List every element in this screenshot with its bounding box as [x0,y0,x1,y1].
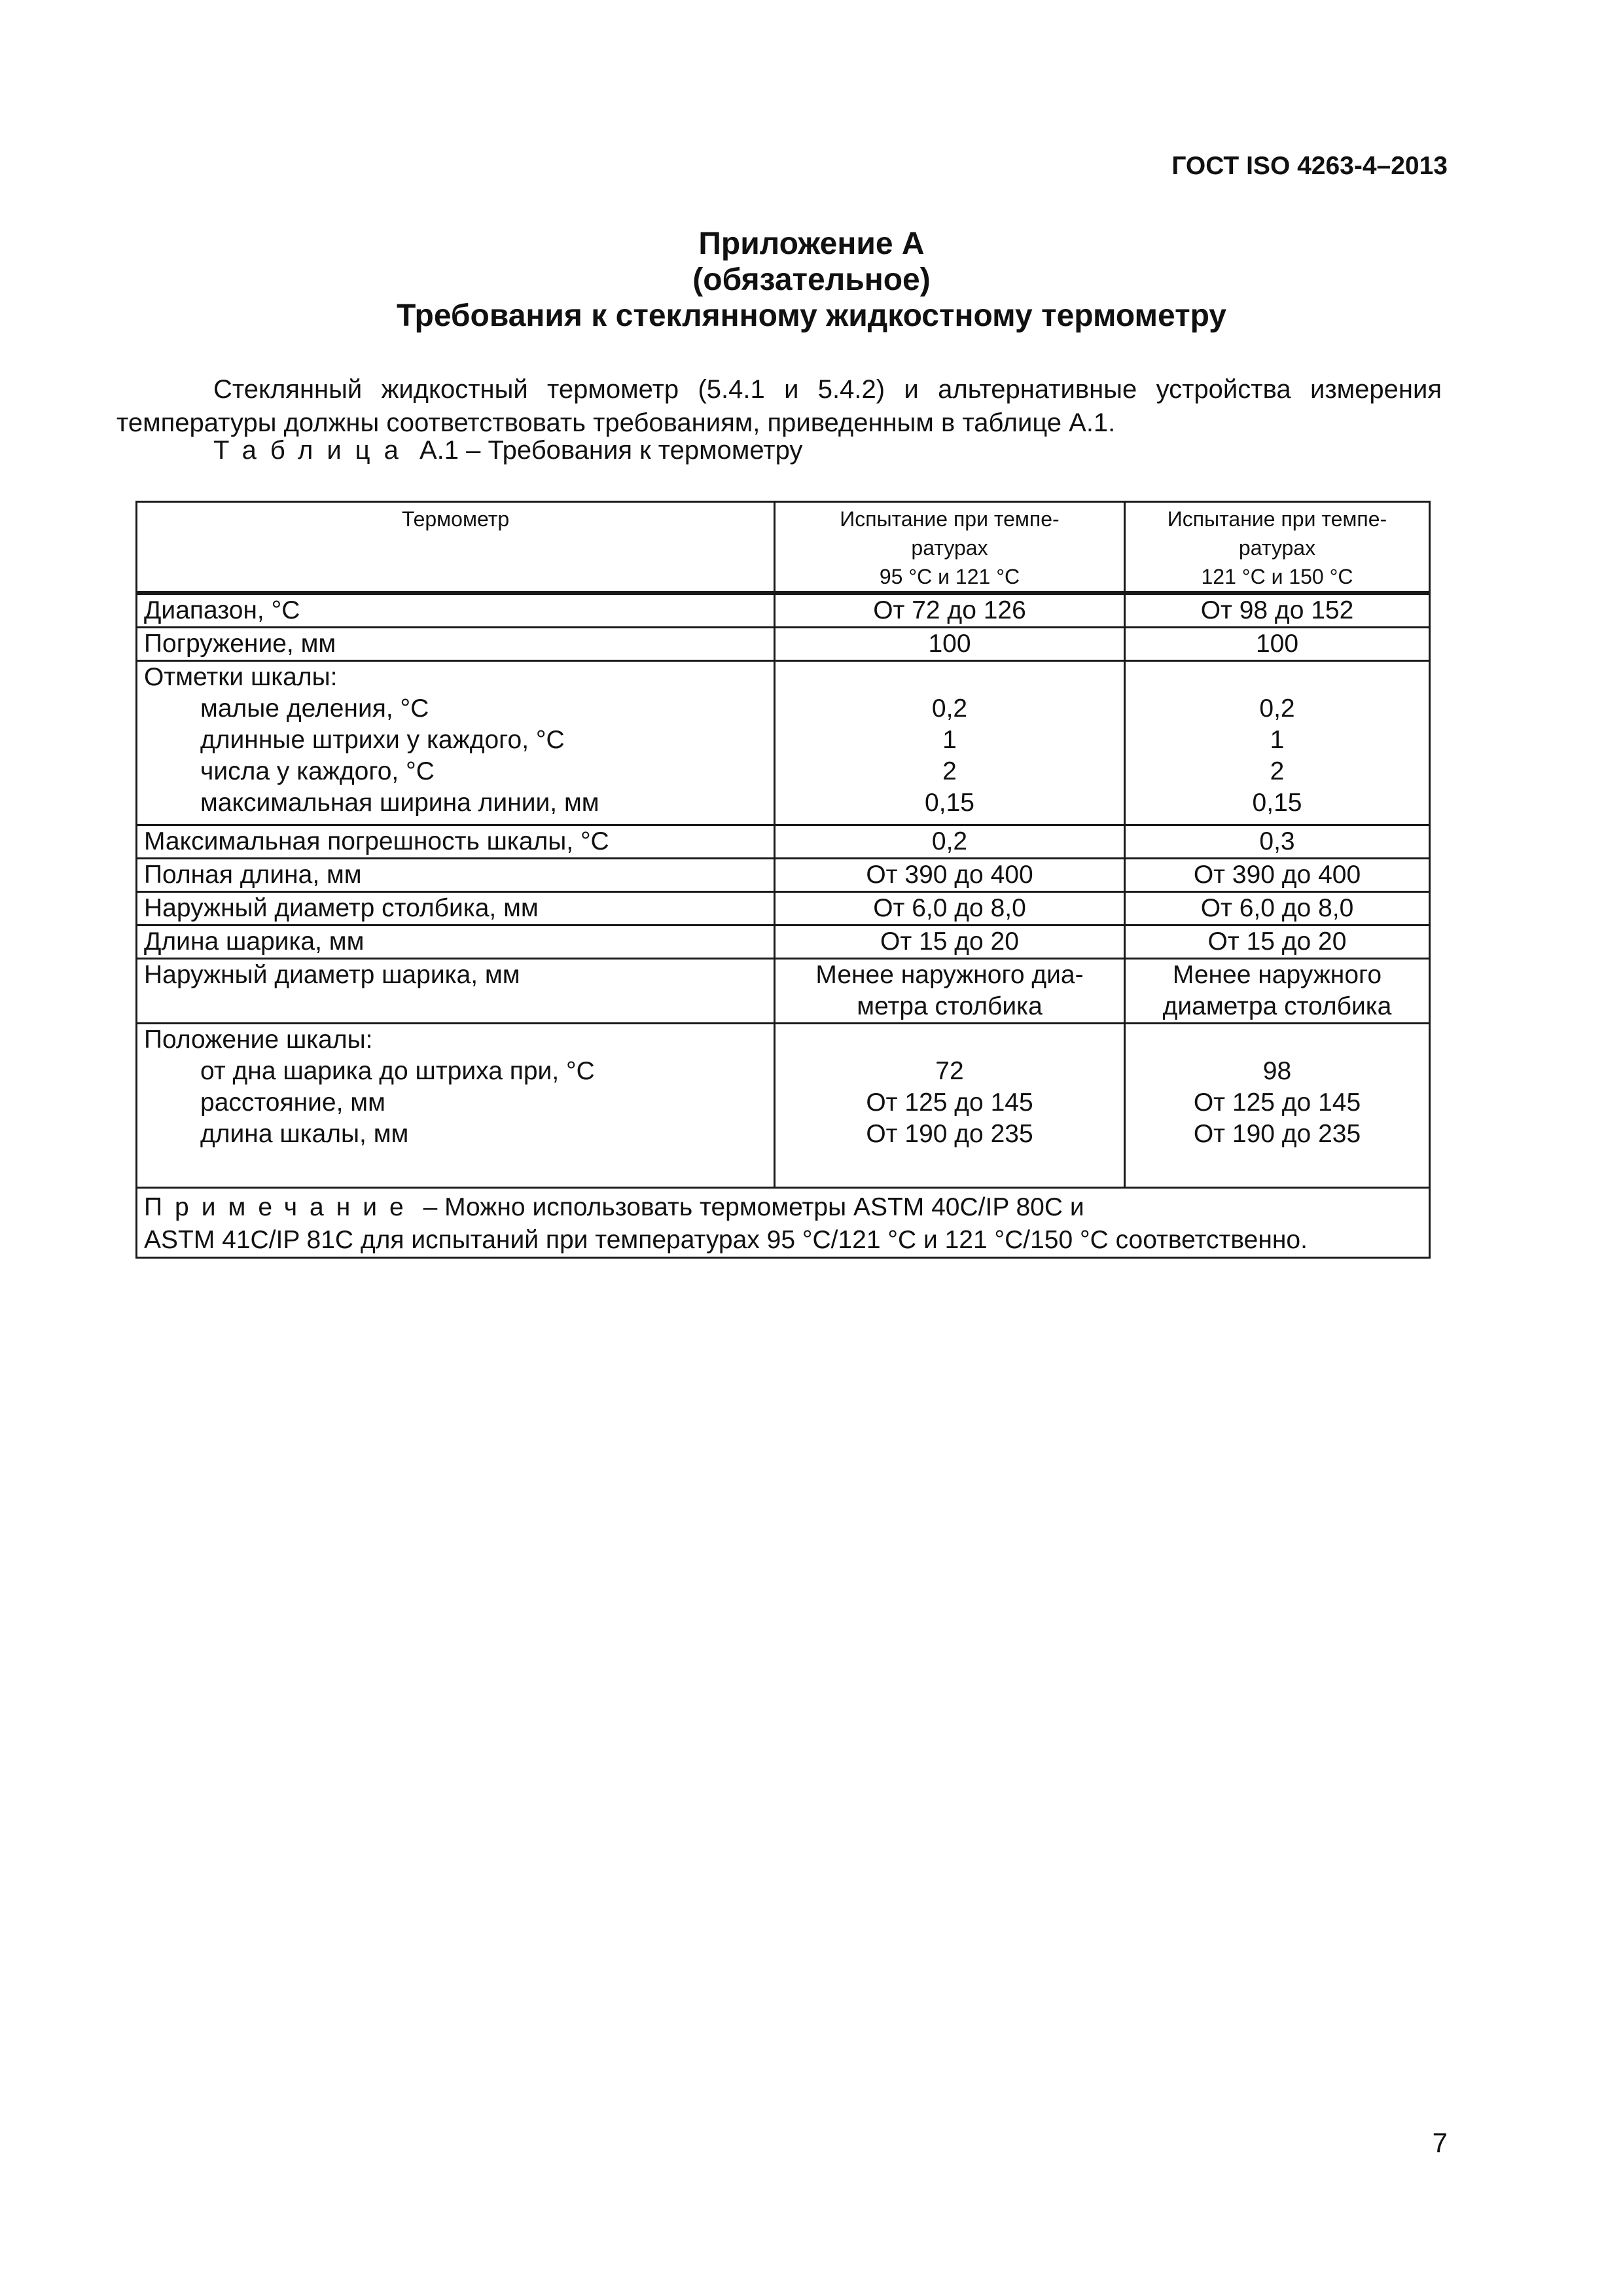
row-value: 0,2 [775,825,1125,859]
table-row [137,859,1430,892]
intro-text: Стеклянный жидкостный термометр (5.4.1 и 5.4.2) и альтернативные устройства измерения температуры должны соответствовать требованиям, приведенным в таблице А.1. [116,375,1442,437]
row-label: Полная длина, мм [137,859,775,892]
row-value: От 6,0 до 8,0 [775,892,1125,925]
row-value: От 15 до 20 [775,925,1125,959]
row-value: От 390 до 400 [1125,859,1430,892]
row-value: Менее наружного диаметра столбика [1125,959,1430,1024]
row-value: 0,2 1 2 0,15 [775,661,1125,825]
annex-status: (обязательное) [692,262,931,297]
note-line1: – Можно использовать термометры ASTM 40C/IP 80C и [416,1193,1084,1221]
table-caption [213,436,802,465]
requirements-table [135,501,1431,1259]
row-label: Погружение, мм [137,628,775,661]
row-label: Наружный диаметр шарика, мм [137,959,775,1024]
table-row [137,593,1430,628]
row-value: От 6,0 до 8,0 [1125,892,1430,925]
table-caption-prefix: Таблица [213,436,412,465]
row-value: От 390 до 400 [775,859,1125,892]
table-row [137,925,1430,959]
table-header-row [137,502,1430,594]
table-row [137,628,1430,661]
table-row-group [137,1024,1430,1188]
row-value: 0,3 [1125,825,1430,859]
document-code: ГОСТ ISO 4263-4–2013 [1171,152,1448,180]
header-test-121-150: Испытание при темпе- ратурах 121 °С и 150 °С [1125,502,1430,594]
table-row [137,825,1430,859]
row-label: Наружный диаметр столбика, мм [137,892,775,925]
row-label: Положение шкалы: от дна шарика до штриха при, °С расстояние, мм длина шкалы, мм [137,1024,775,1188]
row-value: От 72 до 126 [775,593,1125,628]
row-value: От 15 до 20 [1125,925,1430,959]
table-row [137,892,1430,925]
row-label: Диапазон, °С [137,593,775,628]
header-thermometer: Термометр [137,502,775,594]
note-prefix: Примечание [144,1193,416,1221]
annex-title: Приложение А [698,226,925,261]
row-value: 98 От 125 до 145 От 190 до 235 [1125,1024,1430,1188]
table-note-row [137,1188,1430,1258]
row-value: От 98 до 152 [1125,593,1430,628]
annex-heading [0,226,1623,334]
row-label: Отметки шкалы: малые деления, °С длинные штрихи у каждого, °С числа у каждого, °С максимальная ширина линии, мм [137,661,775,825]
table-row [137,959,1430,1024]
intro-paragraph [116,373,1442,440]
row-value: Менее наружного диа- метра столбика [775,959,1125,1024]
annex-subject: Требования к стеклянному жидкостному термометру [397,298,1226,333]
header-test-95-121: Испытание при темпе- ратурах 95 °С и 121 °С [775,502,1125,594]
row-label: Максимальная погрешность шкалы, °С [137,825,775,859]
row-value: 0,2 1 2 0,15 [1125,661,1430,825]
page-number: 7 [1432,2127,1448,2158]
note-line2: ASTM 41C/IP 81C для испытаний при температурах 95 °С/121 °С и 121 °С/150 °С соответственно. [144,1226,1308,1254]
row-value: 100 [1125,628,1430,661]
table-caption-text: А.1 – Требования к термометру [412,436,803,465]
row-value: 72 От 125 до 145 От 190 до 235 [775,1024,1125,1188]
table-row-group [137,661,1430,825]
table-note [137,1188,1430,1258]
row-label: Длина шарика, мм [137,925,775,959]
row-value: 100 [775,628,1125,661]
